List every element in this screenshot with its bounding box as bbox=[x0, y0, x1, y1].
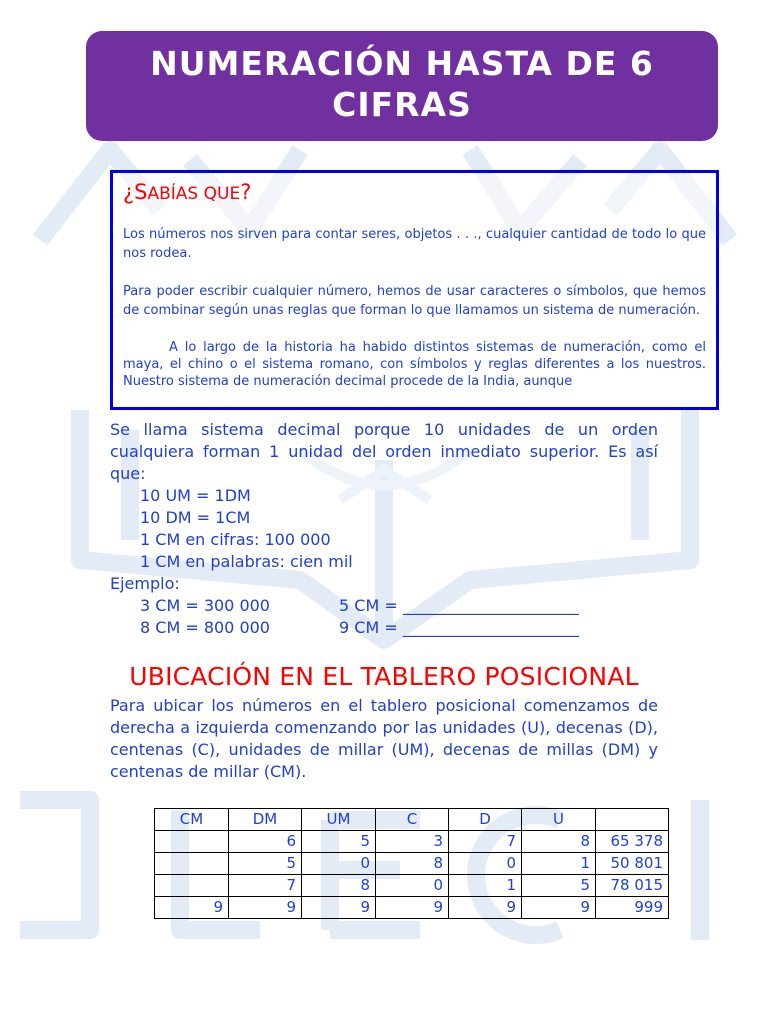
cell: 0 bbox=[376, 875, 449, 897]
info-paragraph-2: Para poder escribir cualquier número, hemos de usar caracteres o símbolos, que hemos de combinar según unas reglas que forman lo que llamamos un sistema de numeración. bbox=[123, 284, 706, 318]
table-row bbox=[155, 853, 669, 875]
cell-number: 50 801 bbox=[596, 853, 669, 875]
rule-1: 10 UM = 1DM bbox=[140, 486, 251, 505]
did-you-know-title: ¿SABÍAS QUE? bbox=[123, 180, 252, 204]
cell: 9 bbox=[302, 897, 376, 919]
decimal-intro: Se llama sistema decimal porque 10 unidades de un orden cualquiera forman 1 unidad del orden inmediato superior. Es así que: bbox=[110, 420, 658, 483]
cell-number: 65 378 bbox=[596, 831, 669, 853]
page-title bbox=[86, 31, 718, 141]
cell bbox=[155, 831, 229, 853]
cell: 5 bbox=[229, 853, 302, 875]
cell: 7 bbox=[449, 831, 522, 853]
cell: 8 bbox=[302, 875, 376, 897]
page-title-line-1: NUMERACIÓN HASTA DE 6 bbox=[150, 44, 654, 83]
cell: 9 bbox=[449, 897, 522, 919]
example-2-blank: 5 CM = ______________________ bbox=[339, 596, 579, 615]
header-cm: CM bbox=[155, 809, 229, 831]
table-row bbox=[155, 831, 669, 853]
header-d: D bbox=[449, 809, 522, 831]
rule-2: 10 DM = 1CM bbox=[140, 508, 251, 527]
cell: 8 bbox=[522, 831, 596, 853]
example-1: 3 CM = 300 000 bbox=[140, 596, 270, 615]
cell: 7 bbox=[229, 875, 302, 897]
header-c: C bbox=[376, 809, 449, 831]
header-number bbox=[596, 809, 669, 831]
cell: 9 bbox=[522, 897, 596, 919]
section-title-tablero: UBICACIÓN EN EL TABLERO POSICIONAL bbox=[129, 662, 639, 691]
header-um: UM bbox=[302, 809, 376, 831]
cell: 0 bbox=[302, 853, 376, 875]
cell: 5 bbox=[302, 831, 376, 853]
header-dm: DM bbox=[229, 809, 302, 831]
table-header-row bbox=[155, 809, 669, 831]
cell: 6 bbox=[229, 831, 302, 853]
info-paragraph-3: A lo largo de la historia ha habido distintos sistemas de numeración, como el maya, el chino o el sistema romano, con símbolos y reglas diferentes a los nuestros. Nuestro sistema de numeración decimal procede de la India, aunque bbox=[123, 340, 706, 389]
cell: 0 bbox=[449, 853, 522, 875]
rule-4: 1 CM en palabras: cien mil bbox=[140, 552, 353, 571]
cell: 5 bbox=[522, 875, 596, 897]
rule-3: 1 CM en cifras: 100 000 bbox=[140, 530, 331, 549]
place-value-table bbox=[154, 808, 669, 919]
cell: 3 bbox=[376, 831, 449, 853]
cell: 8 bbox=[376, 853, 449, 875]
header-u: U bbox=[522, 809, 596, 831]
did-you-know-box bbox=[110, 170, 719, 410]
info-paragraph-1: Los números nos sirven para contar seres, objetos . . ., cualquier cantidad de todo lo que nos rodea. bbox=[123, 227, 706, 261]
cell: 9 bbox=[229, 897, 302, 919]
cell: 1 bbox=[449, 875, 522, 897]
cell bbox=[155, 875, 229, 897]
cell-number: 78 015 bbox=[596, 875, 669, 897]
cell: 1 bbox=[522, 853, 596, 875]
table-row bbox=[155, 875, 669, 897]
example-3: 8 CM = 800 000 bbox=[140, 618, 270, 637]
example-label: Ejemplo: bbox=[110, 574, 180, 593]
example-4-blank: 9 CM = ______________________ bbox=[339, 618, 579, 637]
cell-number: 999 bbox=[596, 897, 669, 919]
cell bbox=[155, 853, 229, 875]
page-title-line-2: CIFRAS bbox=[332, 85, 472, 124]
cell: 9 bbox=[376, 897, 449, 919]
tablero-intro: Para ubicar los números en el tablero posicional comenzamos de derecha a izquierda comenzando por las unidades (U), decenas (D), centenas (C), unidades de millar (UM), decenas de millas (DM) y centenas de millar (CM). bbox=[110, 696, 658, 781]
cell: 9 bbox=[155, 897, 229, 919]
table-row bbox=[155, 897, 669, 919]
